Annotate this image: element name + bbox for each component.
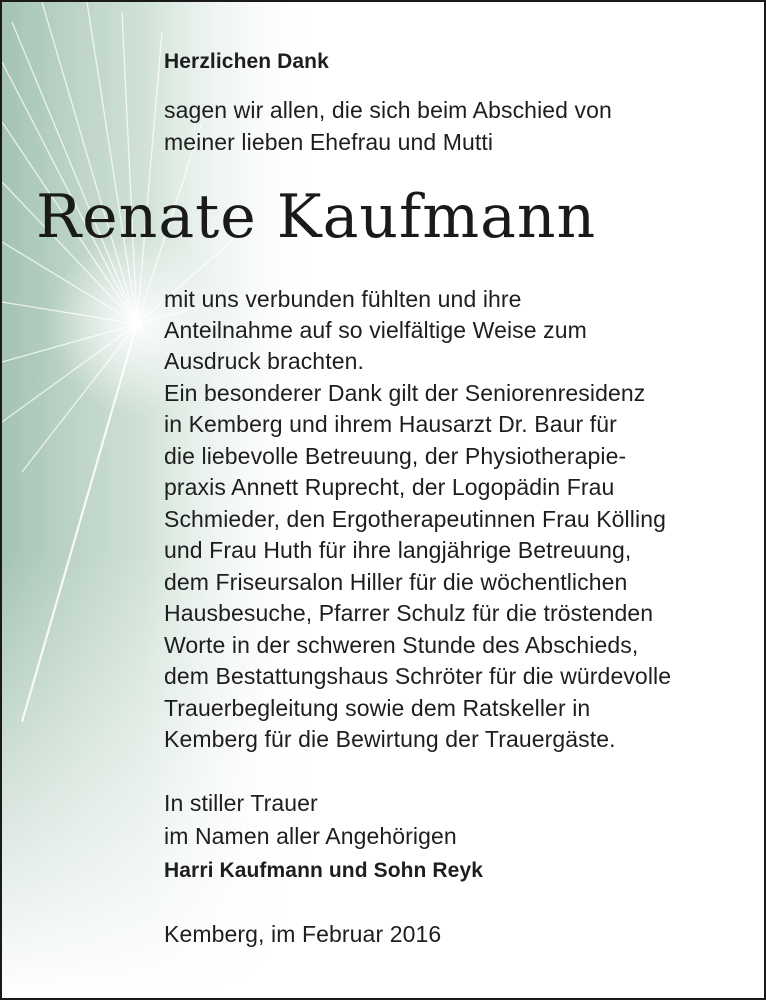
body-line: praxis Annett Ruprecht, der Logopädin Frau: [164, 474, 615, 500]
body-line: in Kemberg und ihrem Hausarzt Dr. Baur für: [164, 411, 617, 437]
body-line: mit uns verbunden fühlten und ihre: [164, 286, 522, 312]
place-date: Kemberg, im Februar 2016: [164, 921, 442, 947]
intro-line: meiner lieben Ehefrau und Mutti: [164, 129, 494, 155]
body-line: Hausbesuche, Pfarrer Schulz für die tröstenden: [164, 600, 654, 626]
closing-line: In stiller Trauer: [164, 790, 318, 816]
body-line: und Frau Huth für ihre langjährige Betreuung,: [164, 537, 632, 563]
body-line: Kemberg für die Bewirtung der Trauergäste.: [164, 726, 616, 752]
signatories: Harri Kaufmann und Sohn Reyk: [164, 859, 484, 882]
notice-text: [2, 2, 764, 998]
body-line: Ausdruck brachten.: [164, 348, 364, 374]
body-line: dem Friseursalon Hiller für die wöchentlichen: [164, 569, 628, 595]
body-line: die liebevolle Betreuung, der Physiotherapie-: [164, 443, 627, 469]
heading: Herzlichen Dank: [164, 50, 329, 73]
body-line: Trauerbegleitung sowie dem Ratskeller in: [164, 695, 591, 721]
deceased-name: Renate Kaufmann: [36, 182, 597, 252]
body-line: Ein besonderer Dank gilt der Seniorenresidenz: [164, 380, 646, 406]
body-line: Worte in der schweren Stunde des Abschieds,: [164, 632, 639, 658]
closing-line: im Namen aller Angehörigen: [164, 823, 457, 849]
body-line: Schmieder, den Ergotherapeutinnen Frau Kölling: [164, 506, 666, 532]
intro-line: sagen wir allen, die sich beim Abschied von: [164, 97, 612, 123]
body-line: Anteilnahme auf so vielfältige Weise zum: [164, 317, 587, 343]
body-line: dem Bestattungshaus Schröter für die würdevolle: [164, 663, 672, 689]
